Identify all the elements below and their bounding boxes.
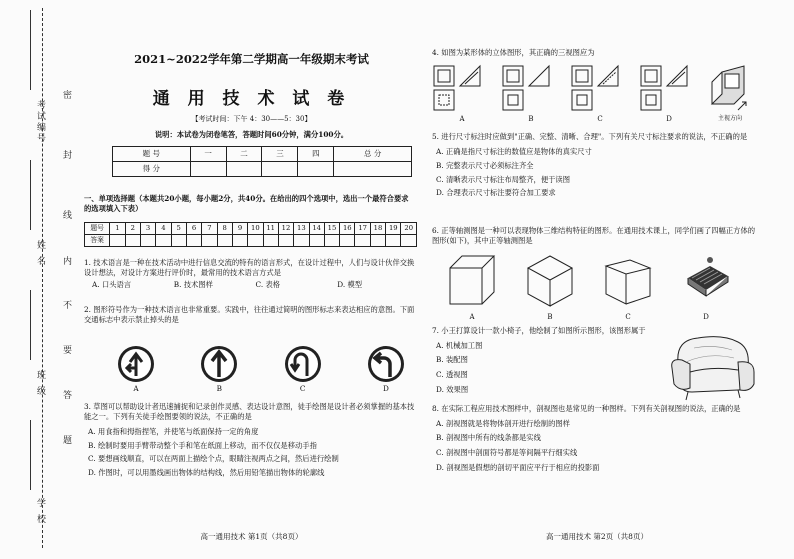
seal-char: 答 bbox=[61, 390, 71, 399]
answer-number: 6 bbox=[186, 223, 201, 235]
option: D. 模型 bbox=[337, 279, 363, 289]
option-figure bbox=[680, 252, 732, 323]
answer-number: 17 bbox=[355, 223, 370, 235]
option-label: A bbox=[459, 115, 465, 124]
seal-char: 不 bbox=[61, 300, 71, 309]
name-label: 姓 名 bbox=[35, 240, 45, 267]
option: A. 机械加工图 bbox=[436, 340, 483, 350]
option: C. 表格 bbox=[255, 279, 281, 289]
option-figure bbox=[446, 252, 498, 323]
answer-cell[interactable] bbox=[171, 235, 186, 247]
sign-label: A bbox=[133, 384, 139, 393]
question-1 bbox=[84, 258, 419, 290]
three-view-drawing-icon bbox=[570, 64, 630, 112]
exam-no-line bbox=[30, 10, 31, 90]
answer-number: 15 bbox=[324, 223, 339, 235]
option: A. 正确是指尺寸标注的数值应是物体的真实尺寸 bbox=[436, 146, 592, 156]
question-stem: 7. 小王打算设计一款小椅子，他绘制了如图所示图形，该图形属于 bbox=[432, 326, 646, 335]
answer-number: 7 bbox=[202, 223, 217, 235]
answer-cell[interactable] bbox=[263, 235, 278, 247]
straight-arrow-sign-icon bbox=[199, 344, 239, 384]
option-label: C bbox=[597, 115, 603, 124]
sign-label: D bbox=[383, 384, 389, 393]
exam-title: 2021~2022学年第二学期高一年级期末考试 bbox=[134, 52, 369, 66]
seal-char: 密 bbox=[61, 90, 71, 99]
question-2 bbox=[84, 305, 419, 325]
answer-cell[interactable] bbox=[309, 235, 324, 247]
three-view-drawing-icon bbox=[639, 64, 699, 112]
question-stem: 3. 草图可以帮助设计者迅速捕捉和记录创作灵感、表达设计意图，徒手绘图是设计者必须掌握的基本技能之一。下列有关徒手绘图要领的说法，不正确的是 bbox=[84, 402, 415, 421]
sign-d bbox=[366, 344, 406, 394]
exam-time: 【考试时间：下午 4：30——5：30】 bbox=[191, 115, 312, 123]
answer-cell[interactable] bbox=[125, 235, 140, 247]
score-header: 题 号 bbox=[113, 147, 191, 162]
question-5 bbox=[432, 132, 762, 200]
page-footer: 高一通用技术 第2页（共8页） bbox=[546, 532, 648, 541]
name-line bbox=[30, 160, 31, 230]
seal-char: 封 bbox=[61, 150, 71, 159]
question-stem: 2. 图形符号作为一种技术语言也非常重要。实践中，往往通过简明的图形标志来表达相应的意图。下面交通标志中表示禁止掉头的是 bbox=[84, 305, 415, 324]
left-turn-sign-icon bbox=[366, 344, 406, 384]
answer-number: 20 bbox=[401, 223, 417, 235]
question-stem: 4. 如图为某形体的立体图形，其正确的三视图应为 bbox=[432, 48, 595, 57]
cube-isometric-icon bbox=[524, 252, 576, 310]
shaded-board-icon bbox=[680, 252, 732, 310]
score-cell[interactable] bbox=[298, 162, 334, 177]
right-column bbox=[432, 0, 762, 559]
seal-char: 题 bbox=[61, 435, 71, 444]
option: D. 剖视图是假想的剖切平面应平行于相应的投影面 bbox=[436, 462, 600, 472]
subject-title: 通 用 技 术 试 卷 bbox=[152, 89, 351, 109]
answer-table bbox=[84, 222, 417, 247]
question-3 bbox=[84, 402, 419, 480]
question-stem: 5. 进行尺寸标注时应做到"正确、完整、清晰、合理"。下列有关尺寸标注要求的说法，不正确的是 bbox=[432, 132, 748, 141]
score-cell[interactable] bbox=[226, 162, 262, 177]
three-view-drawing-icon bbox=[501, 64, 561, 112]
three-view-drawing-icon bbox=[432, 64, 492, 112]
answer-number: 14 bbox=[309, 223, 324, 235]
traffic-signs bbox=[116, 344, 406, 394]
score-cell[interactable] bbox=[334, 162, 412, 177]
option: B. 绘制时要用手臂带动整个手和笔在纸面上移动，而不仅仅是移动手指 bbox=[88, 440, 317, 450]
answer-row-label: 题号 bbox=[85, 223, 110, 235]
answer-number: 12 bbox=[278, 223, 293, 235]
answer-cell[interactable] bbox=[386, 235, 401, 247]
answer-number: 13 bbox=[294, 223, 309, 235]
left-column bbox=[84, 0, 419, 559]
binding-strip bbox=[0, 0, 70, 559]
option: C. 剖视图中剖面符号都是等间隔平行细实线 bbox=[436, 448, 578, 458]
class-line bbox=[30, 290, 31, 360]
option-figure bbox=[570, 64, 630, 125]
answer-number: 18 bbox=[370, 223, 385, 235]
question-stem: 1. 技术语言是一种在技术活动中进行信息交流的特有的语言形式，在设计过程中，人们与设计伙伴交换设计想法，对设计方案进行评价时，最常用的技术语言方式是 bbox=[84, 258, 415, 277]
answer-cell[interactable] bbox=[370, 235, 385, 247]
option: B. 技术图样 bbox=[173, 279, 213, 289]
answer-cell[interactable] bbox=[294, 235, 309, 247]
option-label: A bbox=[469, 313, 475, 322]
seal-char: 要 bbox=[61, 345, 71, 354]
cube-perspective-icon bbox=[602, 252, 654, 310]
solid-figure bbox=[708, 64, 752, 125]
option: B. 装配图 bbox=[436, 355, 468, 365]
answer-number: 16 bbox=[340, 223, 355, 235]
option-label: C bbox=[625, 313, 631, 322]
straight-left-sign-icon bbox=[116, 344, 156, 384]
armchair-sketch-icon bbox=[668, 332, 758, 404]
answer-number: 9 bbox=[232, 223, 247, 235]
school-line bbox=[30, 420, 31, 490]
cut-line bbox=[42, 8, 43, 548]
answer-cell[interactable] bbox=[340, 235, 355, 247]
answer-cell[interactable] bbox=[217, 235, 232, 247]
question-stem: 6. 正等轴测图是一种可以表现物体三维结构特征的图形。在通用技术课上，同学们画了四幅正方体的图形(如下)，其中正等轴测图是 bbox=[432, 226, 756, 245]
school-label: 学 校 bbox=[35, 498, 45, 525]
answer-row-label: 答案 bbox=[85, 235, 110, 247]
answer-cell[interactable] bbox=[156, 235, 171, 247]
question-6 bbox=[432, 226, 762, 323]
question-4 bbox=[432, 48, 762, 125]
option: A. 用食指和拇指捏笔，并使笔与纸面保持一定的角度 bbox=[88, 426, 259, 436]
answer-cell[interactable] bbox=[202, 235, 217, 247]
answer-cell[interactable] bbox=[355, 235, 370, 247]
cube-oblique-icon bbox=[446, 252, 498, 310]
score-header: 一 bbox=[190, 147, 226, 162]
solid-block-icon bbox=[708, 64, 752, 112]
answer-number: 2 bbox=[125, 223, 140, 235]
option: A. 口头语言 bbox=[92, 279, 132, 289]
option-figure bbox=[639, 64, 699, 125]
sign-a bbox=[116, 344, 156, 394]
score-header: 二 bbox=[226, 147, 262, 162]
exam-no-label: 考试编号 bbox=[35, 100, 45, 144]
sign-label: B bbox=[216, 384, 223, 393]
page-footer: 高一通用技术 第1页（共8页） bbox=[200, 532, 303, 541]
score-header: 总 分 bbox=[334, 147, 412, 162]
option: B. 完整表示尺寸必须标注齐全 bbox=[436, 160, 534, 170]
answer-number: 11 bbox=[263, 223, 278, 235]
option: C. 清晰表示尺寸标注布局整齐，便于读图 bbox=[436, 174, 571, 184]
seal-char: 内 bbox=[61, 256, 71, 265]
instructions: 说明：本试卷为闭卷笔答，答题时间60分钟，满分100分。 bbox=[154, 130, 349, 139]
class-label: 班 级 bbox=[35, 370, 45, 397]
seal-char: 线 bbox=[61, 210, 71, 219]
option-figure bbox=[524, 252, 576, 323]
question-stem: 8. 在实际工程应用技术图样中，剖视图也是常见的一种图样。下列有关剖视图的说法，正确的是 bbox=[432, 404, 741, 413]
view-direction-label: 主视方向 bbox=[717, 115, 742, 123]
answer-cell[interactable] bbox=[248, 235, 263, 247]
answer-cell[interactable] bbox=[140, 235, 155, 247]
option-figure bbox=[432, 64, 492, 125]
option-label: B bbox=[528, 115, 534, 124]
option: D. 合理表示尺寸标注要符合加工要求 bbox=[436, 188, 556, 198]
option-figure bbox=[501, 64, 561, 125]
answer-cell[interactable] bbox=[110, 235, 125, 247]
option: A. 剖视图就是将物体剖开进行绘制的图样 bbox=[436, 418, 570, 428]
sign-c bbox=[283, 344, 323, 394]
option: D. 作图时，可以用墨线画出物体的结构线，然后用铅笔描出物体的轮廓线 bbox=[88, 468, 325, 478]
sign-label: C bbox=[299, 384, 306, 393]
answer-number: 3 bbox=[140, 223, 155, 235]
score-label: 得 分 bbox=[113, 162, 191, 177]
answer-cell[interactable] bbox=[186, 235, 201, 247]
score-header: 四 bbox=[298, 147, 334, 162]
answer-cell[interactable] bbox=[232, 235, 247, 247]
question-7 bbox=[432, 326, 762, 397]
answer-cell[interactable] bbox=[278, 235, 293, 247]
answer-number: 10 bbox=[248, 223, 263, 235]
answer-number: 1 bbox=[110, 223, 125, 235]
option: C. 要想画线顺直，可以在两面上描绘个点，眼睛注视两点之间，然后进行绘制 bbox=[88, 454, 339, 464]
answer-number: 8 bbox=[217, 223, 232, 235]
sign-b bbox=[199, 344, 239, 394]
answer-cell[interactable] bbox=[324, 235, 339, 247]
option-label: B bbox=[547, 313, 553, 322]
option: B. 剖视图中所有的线条都是实线 bbox=[436, 433, 541, 443]
option-figure bbox=[602, 252, 654, 323]
option-label: D bbox=[703, 313, 709, 322]
answer-number: 5 bbox=[171, 223, 186, 235]
score-cell[interactable] bbox=[262, 162, 298, 177]
answer-number: 4 bbox=[156, 223, 171, 235]
score-header: 三 bbox=[262, 147, 298, 162]
section-heading: 一、单项选择题（本题共20小题，每小题2分，共40分。在给出的四个选项中，选出一个最符合要求的选项填入下表） bbox=[84, 194, 409, 213]
question-8 bbox=[432, 404, 762, 475]
option: D. 效果图 bbox=[436, 384, 469, 394]
option-label: D bbox=[666, 115, 672, 124]
score-cell[interactable] bbox=[190, 162, 226, 177]
answer-cell[interactable] bbox=[401, 235, 417, 247]
score-table bbox=[112, 146, 412, 177]
answer-number: 19 bbox=[386, 223, 401, 235]
u-turn-sign-icon bbox=[283, 344, 323, 384]
option: C. 透视图 bbox=[436, 370, 468, 380]
